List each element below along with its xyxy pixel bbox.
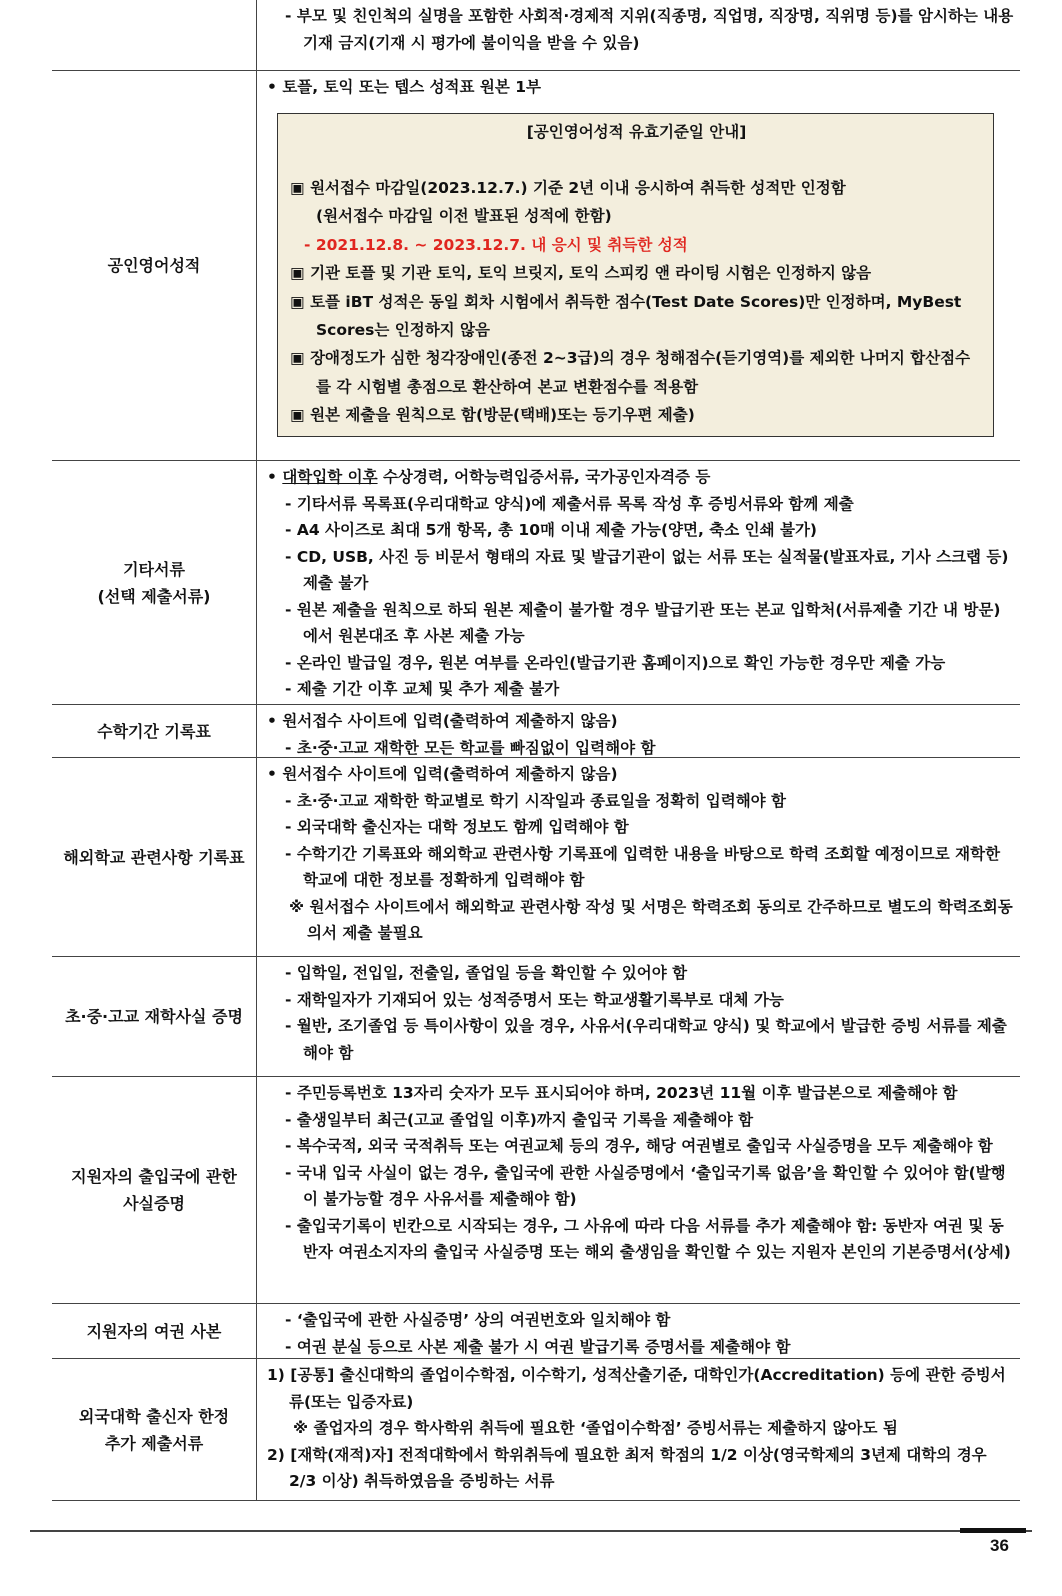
dash-item: - 출생일부터 최근(고교 졸업일 이후)까지 출입국 기록을 제출해야 함 xyxy=(285,1110,754,1129)
row-content xyxy=(257,705,1020,757)
dash-item: - 부모 및 친인척의 실명을 포함한 사회적·경제적 지위(직종명, 직업명, 직장명, 직위명 등)를 암시하는 내용 기재 금지(기재 시 평가에 불이익을 받을 수 있음) xyxy=(285,7,1014,52)
row-content xyxy=(257,1359,1020,1500)
table-row xyxy=(52,1359,1020,1501)
notice-highlight: - 2021.12.8. ~ 2023.12.7. 내 응시 및 취득한 성적 xyxy=(304,235,688,254)
row-label xyxy=(52,758,257,956)
table-row xyxy=(52,758,1020,957)
row-label xyxy=(52,957,257,1076)
row-label-text: 공인영어성적 xyxy=(107,256,201,275)
row-label xyxy=(52,1359,257,1500)
dash-item: - 기타서류 목록표(우리대학교 양식)에 제출서류 목록 작성 후 증빙서류와 함께 제출 xyxy=(285,494,854,513)
row-label xyxy=(52,461,257,704)
note-item: ※ 졸업자의 경우 학사학위 취득에 필요한 ‘졸업이수학점’ 증빙서류는 제출하지 않아도 됨 xyxy=(293,1419,898,1437)
row-label-text: 수학기간 기록표 xyxy=(97,721,211,741)
dash-item: - 국내 입국 사실이 없는 경우, 출입국에 관한 사실증명에서 ‘출입국기록 없음’을 확인할 수 있어야 함(발행이 불가능할 경우 사유서를 제출해야 함) xyxy=(285,1163,1006,1208)
dash-item: - 초·중·고교 재학한 학교별로 학기 시작일과 종료일을 정확히 입력해야 함 xyxy=(285,791,787,810)
dash-item: - 온라인 발급일 경우, 원본 여부를 온라인(발급기관 홈페이지)으로 확인 가능한 경우만 제출 가능 xyxy=(285,653,946,672)
table-row xyxy=(52,705,1020,758)
notice-item: ▣ 토플 iBT 성적은 동일 회차 시험에서 취득한 점수(Test Date Scores)만 인정하며, MyBest Scores는 인정하지 않음 xyxy=(290,292,962,339)
row-label-text: 사실증명 xyxy=(123,1194,185,1213)
row-label xyxy=(52,71,257,460)
english-score-notice-box xyxy=(277,113,994,437)
bullet-item: • 대학입학 이후 수상경력, 어학능력입증서류, 국가공인자격증 등 xyxy=(267,468,711,486)
row-label-text: 추가 제출서류 xyxy=(104,1433,204,1453)
row-label-text: 지원자의 여권 사본 xyxy=(86,1321,222,1341)
row-content xyxy=(257,1304,1020,1358)
dash-item: - A4 사이즈로 최대 5개 항목, 총 10매 이내 제출 가능(양면, 축소 인쇄 불가) xyxy=(285,521,818,539)
dash-item: - 출입국기록이 빈칸으로 시작되는 경우, 그 사유에 따라 다음 서류를 추가 제출해야 함: 동반자 여권 및 동반자 여권소지자의 출입국 사실증명 또는 해외 출생임을 확인할 수 있는 지원자 본인의 기본증명서(상세) xyxy=(285,1216,1011,1261)
row-label-text: 초·중·고교 재학사실 증명 xyxy=(65,1007,243,1026)
dash-item: - 여권 분실 등으로 사본 제출 불가 시 여권 발급기록 증명서를 제출해야 함 xyxy=(285,1337,791,1356)
table-row xyxy=(52,1077,1020,1304)
row-label-text: 해외학교 관련사항 기록표 xyxy=(63,847,245,867)
dash-item: - CD, USB, 사진 등 비문서 형태의 자료 및 발급기관이 없는 서류 또는 실적물(발표자료, 기사 스크랩 등) 제출 불가 xyxy=(285,547,1009,592)
footer-rule xyxy=(30,1530,1032,1532)
notice-title: [공인영어성적 유효기준일 안내] xyxy=(526,122,747,141)
dash-item: - 입학일, 전입일, 전출일, 졸업일 등을 확인할 수 있어야 함 xyxy=(285,964,688,982)
numbered-item: 2) [재학(재적)자] 전적대학에서 학위취득에 필요한 최저 학점의 1/2 이상(영국학제의 3년제 대학의 경우 2/3 이상) 취득하였음을 증빙하는 서류 xyxy=(267,1445,987,1490)
dash-item: - 수학기간 기록표와 해외학교 관련사항 기록표에 입력한 내용을 바탕으로 학력 조회할 예정이므로 재학한 학교에 대한 정보를 정확하게 입력해야 함 xyxy=(285,844,1001,889)
row-label xyxy=(52,705,257,757)
row-content xyxy=(257,0,1020,70)
table-row xyxy=(52,461,1020,705)
page-number-tab xyxy=(960,1528,1026,1533)
table-row xyxy=(52,957,1020,1077)
notice-item: ▣ 원서접수 마감일(2023.12.7.) 기준 2년 이내 응시하여 취득한 성적만 인정함 xyxy=(290,178,846,197)
bullet-item: • 원서접수 사이트에 입력(출력하여 제출하지 않음) xyxy=(267,712,618,730)
dash-item: - 주민등록번호 13자리 숫자가 모두 표시되어야 하며, 2023년 11월 이후 발급본으로 제출해야 함 xyxy=(285,1084,958,1102)
row-content xyxy=(257,71,1020,460)
dash-item: - 복수국적, 외국 국적취득 또는 여권교체 등의 경우, 해당 여권별로 출입국 사실증명을 모두 제출해야 함 xyxy=(285,1137,993,1155)
notice-item: ▣ 원본 제출을 원칙으로 함(방문(택배)또는 등기우편 제출) xyxy=(290,406,695,425)
table-row xyxy=(52,1304,1020,1359)
notice-item: ▣ 장애정도가 심한 청각장애인(종전 2~3급)의 경우 청해점수(듣기영역)를 제외한 나머지 합산점수를 각 시험별 총점으로 환산하여 본교 변환점수를 적용함 xyxy=(290,349,971,396)
row-label xyxy=(52,1077,257,1303)
dash-item: - 제출 기간 이후 교체 및 추가 제출 불가 xyxy=(285,680,560,698)
dash-item: - 원본 제출을 원칙으로 하되 원본 제출이 불가할 경우 발급기관 또는 본교 입학처(서류제출 기간 내 방문)에서 원본대조 후 사본 제출 가능 xyxy=(285,600,1001,645)
notice-item: ▣ 기관 토플 및 기관 토익, 토익 브릿지, 토익 스피킹 앤 라이팅 시험은 인정하지 않음 xyxy=(290,264,872,283)
row-label-text: 외국대학 출신자 한정 xyxy=(78,1406,230,1426)
bullet-item: • 원서접수 사이트에 입력(출력하여 제출하지 않음) xyxy=(267,765,618,783)
row-content xyxy=(257,461,1020,704)
bullet-item: • 토플, 토익 또는 텝스 성적표 원본 1부 xyxy=(267,78,541,96)
row-content xyxy=(257,1077,1020,1303)
dash-item: - 월반, 조기졸업 등 특이사항이 있을 경우, 사유서(우리대학교 양식) 및 학교에서 발급한 증빙 서류를 제출해야 함 xyxy=(285,1017,1007,1062)
row-content xyxy=(257,758,1020,956)
dash-item: - 초·중·고교 재학한 모든 학교를 빠짐없이 입력해야 함 xyxy=(285,738,656,757)
row-label xyxy=(52,0,257,70)
row-label-text: 지원자의 출입국에 관한 xyxy=(71,1167,237,1186)
note-item: ※ 원서접수 사이트에서 해외학교 관련사항 작성 및 서명은 학력조회 동의로 간주하므로 별도의 학력조회동의서 제출 불필요 xyxy=(289,897,1013,942)
page-number: 36 xyxy=(990,1536,1009,1555)
row-content xyxy=(257,957,1020,1076)
requirements-table xyxy=(52,0,1020,1501)
dash-item: - 재학일자가 기재되어 있는 성적증명서 또는 학교생활기록부로 대체 가능 xyxy=(285,990,784,1009)
table-row xyxy=(52,71,1020,461)
table-row xyxy=(52,0,1020,71)
dash-item: - ‘출입국에 관한 사실증명’ 상의 여권번호와 일치해야 함 xyxy=(285,1311,671,1329)
numbered-item: 1) [공통] 출신대학의 졸업이수학점, 이수학기, 성적산출기준, 대학인가(Accreditation) 등에 관한 증빙서류(또는 입증자료) xyxy=(267,1366,1006,1411)
row-label xyxy=(52,1304,257,1358)
row-label-text: (선택 제출서류) xyxy=(97,586,211,606)
row-label-text: 기타서류 xyxy=(123,559,185,579)
dash-item: - 외국대학 출신자는 대학 정보도 함께 입력해야 함 xyxy=(285,818,629,836)
notice-item-sub: (원서접수 마감일 이전 발표된 성적에 한함) xyxy=(316,207,612,226)
